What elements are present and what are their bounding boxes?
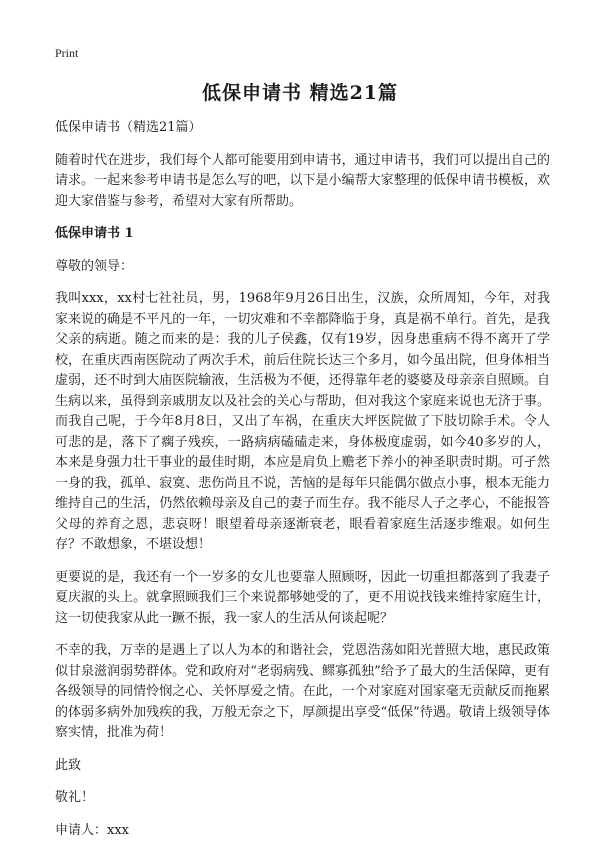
- body-paragraph: 我叫xxx，xx村七社社员，男，1968年9月26日出生，汉族，众所周知，今年，对我家来说的确是不平凡的一年，一切灾难和不幸都降临于身，真是祸不单行。首先，是我父亲的病逝。随之而来的是：我的儿子侯鑫，仅有19岁，因身患重病不得不离开了学校，在重庆西南医院动了两次手术，前后住院长达三个多月，如今虽出院，但身体相当虚弱，还不时到大庙医院输液，生活极为不便，还得靠年老的婆婆及母亲亲自照顾。自生病以来，虽得到亲戚朋友以及社会的关心与帮助，但对我这个家庭来说也无济于事。而我自己呢，于今年8月8日，又出了车祸，在重庆大坪医院做了下肢切除手术。令人可悲的是，落下了瘸子残疾，一路病病磕磕走来，身体极度虚弱，如今40多岁的人，本来是身强力壮干事业的最佳时期，本应是肩负上赡老下养小的神圣职责时期。可孑然一身的我，孤单、寂寞、悲伤尚且不说，苦恼的是每年只能偶尔做点小事，根本无能力维持自己的生活，仍然依赖母亲及自己的妻子而生存。我不能尽人子之孝心，不能报答父母的养育之恩，悲哀呀！眼望着母亲逐渐衰老，眼看着家庭生活逐步维艰。如何生存？不敢想象，不堪设想！: [55, 291, 550, 552]
- signature: 申请人：xxx: [55, 822, 129, 838]
- body-paragraph: 不幸的我，万幸的是遇上了以人为本的和谐社会，党恩浩荡如阳光普照大地，惠民政策似甘泉滋润弱势群体。党和政府对“老弱病残、鳏寡孤独”给予了最大的生活保障，更有各级领导的同情怜悯之心、关怀厚爱之情。在此，一个对家庭对国家毫无贡献反而拖累的体弱多病外加残疾的我，万般无奈之下，厚颜提出享受“低保”待遇。敬请上级领导体察实情，批准为荷！: [55, 643, 550, 740]
- section-heading: 低保申请书 1: [55, 226, 134, 241]
- salutation: 尊敬的领导：: [55, 258, 134, 274]
- body-paragraph: 更要说的是，我还有一个一岁多的女儿也要靠人照顾呀，因此一切重担都落到了我妻子夏庆淑的头上。就拿照顾我们三个来说都够她受的了，更不用说找钱来维持家庭生计，这一切使我家从此一蹶不振，我一家人的生活从何谈起呢？: [55, 569, 550, 626]
- intro-paragraph: 随着时代在进步，我们每个人都可能要用到申请书，通过申请书，我们可以提出自己的请求。一起来参考申请书是怎么写的吧，以下是小编帮大家整理的低保申请书模板，欢迎大家借鉴与参考，希望对大家有所帮助。: [55, 152, 550, 209]
- closing-line: 此致: [55, 757, 82, 773]
- closing-line: 敬礼！: [55, 790, 95, 805]
- document-subtitle: 低保申请书（精选21篇）: [55, 120, 202, 135]
- page-title: 低保申请书 精选21篇: [201, 82, 399, 104]
- document-body: [55, 118, 550, 853]
- print-link[interactable]: Print: [55, 46, 79, 60]
